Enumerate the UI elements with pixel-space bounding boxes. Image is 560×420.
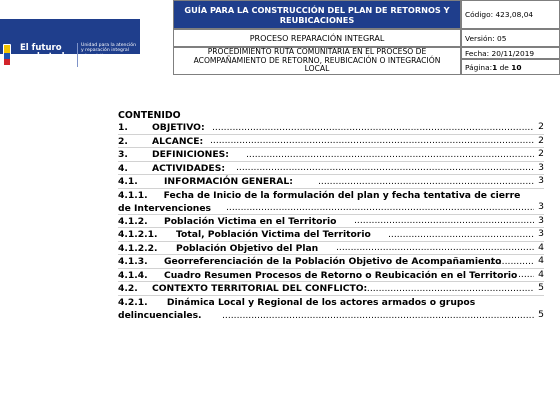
toc-entry[interactable] [118,269,544,283]
toc-entry-page: 2 [538,134,544,146]
toc-entry-page: 3 [538,175,544,186]
logo-main-text [20,44,75,62]
toc-entry-page: 3 [538,214,544,226]
toc-entry-number: 3. [118,149,128,160]
toc-entry-label: Cuadro Resumen Procesos de Retorno o Reubicación en el Territorio [164,269,518,281]
toc-entry-label: Total, Población Victima del Territorio [176,229,371,240]
organization-logo [0,19,140,62]
table-of-contents [118,111,544,322]
toc-entry-number: 4.2. [118,283,138,294]
toc-entry-page: 2 [538,121,544,132]
toc-entry[interactable] [118,228,544,242]
page-prefix: Página: [465,62,493,72]
toc-entry-label: Población Victima en el Territorio [164,215,337,227]
toc-entry-page: 2 [538,148,544,159]
toc-entry-page: 3 [538,228,544,239]
toc-leader-dots [490,255,534,268]
toc-entry-page: 4 [538,241,544,253]
procedure-name: PROCEDIMIENTO RUTA COMUNITARIA EN EL PROCESO DE ACOMPAÑAMIENTO DE RETORNO, REUBICACIÓN O INTEGRACIÓN LOCAL [173,47,461,75]
toc-entry-page: 5 [538,309,544,320]
toc-leader-dots [336,241,534,254]
toc-entry-number: 4.1. [118,176,138,187]
toc-leader-dots [388,228,534,241]
toc-entry-number: 4.1.2.2. [118,242,158,254]
toc-entry-text: Fecha de Inicio de la formulación del plan y fecha tentativa de cierre de Intervenciones [118,189,521,214]
document-title: GUÍA PARA LA CONSTRUCCIÓN DEL PLAN DE RETORNOS Y REUBICACIONES [173,0,461,29]
toc-entry-label: DEFINICIONES: [152,149,229,160]
document-date: Fecha: 20/11/2019 [461,47,560,59]
toc-entry[interactable] [118,189,544,215]
document-code: Código: 423,08,04 [461,0,560,29]
toc-entry-number: 4.1.2.1. [118,229,158,240]
toc-leader-dots [246,148,534,161]
toc-entry-number: 4.2.1. [118,296,148,308]
logo-sub-line-3: a las víctimas [81,53,113,59]
toc-entry-label: Georreferenciación de la Población Objetivo de Acompañamiento [164,256,502,267]
toc-entry-number: 4.1.4. [118,269,148,281]
logo-divider [77,43,78,67]
toc-entry-number: 4. [118,162,128,174]
toc-leader-dots [236,161,534,174]
logo-sub-line-2: y reparación integral [81,48,129,54]
toc-entry-page: 4 [538,255,544,266]
toc-entry[interactable] [118,162,544,176]
toc-leader-dots [212,121,534,134]
toc-entry-page: 4 [538,268,544,280]
toc-heading: CONTENIDO [118,110,181,121]
toc-entry-number: 2. [118,135,128,147]
document-version: Versión: 05 [461,29,560,47]
page-indicator [461,59,560,75]
toc-leader-dots [318,175,534,188]
toc-entry-label: ACTIVIDADES: [152,162,225,174]
toc-leader-dots [518,268,534,281]
page-total: 10 [511,62,522,72]
toc-entry-page: 3 [538,161,544,173]
toc-leader-dots [364,282,534,295]
toc-entry-number: 4.1.3. [118,256,148,267]
toc-leader-dots [354,214,534,227]
toc-entry[interactable] [118,242,544,256]
toc-entry[interactable] [118,255,544,269]
logo-sub-text [81,43,136,59]
toc-leader-dots [222,309,534,322]
toc-entry[interactable] [118,121,544,135]
logo-main-line-1: El futuro [20,43,62,53]
toc-entry-label: INFORMACIÓN GENERAL: [164,176,293,187]
document-header [0,0,560,75]
toc-entry[interactable] [118,175,544,189]
toc-entry[interactable] [118,296,544,322]
toc-entry[interactable] [118,282,544,296]
toc-entry-label: ALCANCE: [152,135,204,147]
toc-entry-number: 4.1.2. [118,215,148,227]
toc-entry-number: 1. [118,122,128,133]
toc-leader-dots [226,201,534,214]
toc-leader-dots [210,134,534,147]
toc-entry-label: Población Objetivo del Plan [176,242,319,254]
page-current: 1 [492,62,498,72]
toc-entry[interactable] [118,215,544,229]
logo-cell [0,0,173,75]
process-name: PROCESO REPARACIÓN INTEGRAL [173,29,461,47]
toc-entry[interactable] [118,148,544,162]
toc-entry-label: CONTEXTO TERRITORIAL DEL CONFLICTO: [152,283,368,294]
toc-entry-text: Dinámica Local y Regional de los actores armados o grupos delincuenciales. [118,296,476,321]
logo-sub-line-1: Unidad para la atención [81,43,136,48]
logo-main-line-2: es de todos [20,52,76,62]
toc-entry-number: 4.1.1. [118,189,148,201]
toc-entry[interactable] [118,135,544,149]
toc-entry-page: 3 [538,201,544,212]
page-of: de [497,62,512,72]
coat-of-arms-icon [2,42,12,68]
toc-entry-label: OBJETIVO: [152,122,205,133]
toc-entry-page: 5 [538,282,544,293]
